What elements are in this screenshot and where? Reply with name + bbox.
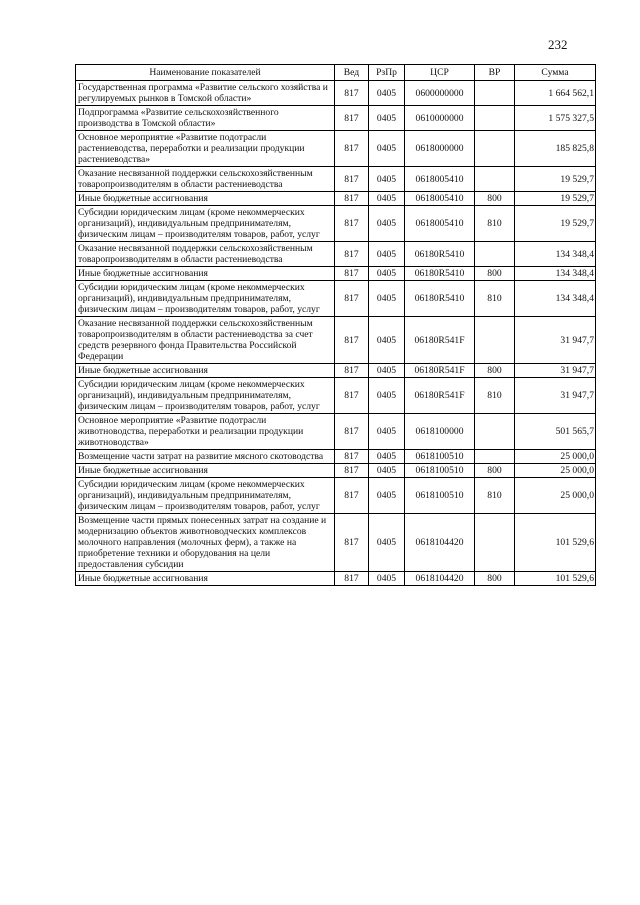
row-vr-cell: 810	[475, 206, 515, 242]
row-ved-cell: 817	[335, 317, 369, 364]
row-sum-cell: 1 575 327,5	[515, 106, 596, 131]
table-row	[76, 167, 596, 192]
row-csr-cell: 0618005410	[405, 206, 475, 242]
row-vr-cell	[475, 106, 515, 131]
row-rzpr-cell: 0405	[369, 378, 405, 414]
row-ved-cell: 817	[335, 364, 369, 378]
row-vr-cell: 800	[475, 572, 515, 586]
table-row	[76, 317, 596, 364]
row-ved-cell: 817	[335, 281, 369, 317]
row-vr-cell	[475, 167, 515, 192]
row-ved-cell: 817	[335, 450, 369, 464]
row-csr-cell: 0618005410	[405, 192, 475, 206]
row-csr-cell: 06180R5410	[405, 267, 475, 281]
row-name-cell: Иные бюджетные ассигнования	[76, 572, 335, 586]
row-vr-cell: 800	[475, 364, 515, 378]
row-rzpr-cell: 0405	[369, 572, 405, 586]
row-vr-cell	[475, 414, 515, 450]
row-name-cell: Иные бюджетные ассигнования	[76, 464, 335, 478]
row-name-cell: Подпрограмма «Развитие сельскохозяйственного производства в Томской области»	[76, 106, 335, 131]
table-row	[76, 131, 596, 167]
row-sum-cell: 25 000,0	[515, 464, 596, 478]
row-name-cell: Иные бюджетные ассигнования	[76, 364, 335, 378]
row-ved-cell: 817	[335, 131, 369, 167]
row-name-cell: Субсидии юридическим лицам (кроме некоммерческих организаций), индивидуальным предпринимателям, физическим лицам – производителям товаров, работ, услуг	[76, 478, 335, 514]
row-sum-cell: 19 529,7	[515, 167, 596, 192]
row-sum-cell: 185 825,8	[515, 131, 596, 167]
row-csr-cell: 0610000000	[405, 106, 475, 131]
row-vr-cell	[475, 514, 515, 572]
row-csr-cell: 0618100510	[405, 478, 475, 514]
row-name-cell: Основное мероприятие «Развитие подотрасли растениеводства, переработки и реализации продукции растениеводства»	[76, 131, 335, 167]
row-vr-cell: 810	[475, 478, 515, 514]
row-ved-cell: 817	[335, 106, 369, 131]
row-sum-cell: 101 529,6	[515, 514, 596, 572]
table-row	[76, 464, 596, 478]
row-rzpr-cell: 0405	[369, 106, 405, 131]
row-rzpr-cell: 0405	[369, 364, 405, 378]
row-vr-cell	[475, 131, 515, 167]
row-rzpr-cell: 0405	[369, 450, 405, 464]
table-header-row	[76, 65, 596, 81]
row-ved-cell: 817	[335, 267, 369, 281]
row-name-cell: Оказание несвязанной поддержки сельскохозяйственным товаропроизводителям в области растениеводства за счет средств резервного фонда Правительства Российской Федерации	[76, 317, 335, 364]
row-vr-cell: 800	[475, 464, 515, 478]
row-sum-cell: 31 947,7	[515, 364, 596, 378]
row-ved-cell: 817	[335, 192, 369, 206]
table-row	[76, 206, 596, 242]
row-sum-cell: 134 348,4	[515, 267, 596, 281]
row-vr-cell	[475, 317, 515, 364]
row-rzpr-cell: 0405	[369, 267, 405, 281]
row-csr-cell: 06180R541F	[405, 364, 475, 378]
budget-table	[75, 64, 596, 586]
row-csr-cell: 0618104420	[405, 514, 475, 572]
header-ved: Вед	[335, 65, 369, 81]
row-csr-cell: 0618104420	[405, 572, 475, 586]
row-sum-cell: 134 348,4	[515, 281, 596, 317]
row-name-cell: Основное мероприятие «Развитие подотрасли животноводства, переработки и реализации продукции животноводства»	[76, 414, 335, 450]
row-rzpr-cell: 0405	[369, 81, 405, 106]
row-rzpr-cell: 0405	[369, 514, 405, 572]
row-ved-cell: 817	[335, 378, 369, 414]
table-row	[76, 192, 596, 206]
row-vr-cell	[475, 242, 515, 267]
row-sum-cell: 25 000,0	[515, 478, 596, 514]
table-row	[76, 364, 596, 378]
row-csr-cell: 06180R5410	[405, 281, 475, 317]
page-number: 232	[548, 37, 568, 52]
row-rzpr-cell: 0405	[369, 478, 405, 514]
row-sum-cell: 19 529,7	[515, 192, 596, 206]
table-row	[76, 81, 596, 106]
row-rzpr-cell: 0405	[369, 317, 405, 364]
header-name: Наименование показателей	[76, 65, 335, 81]
row-name-cell: Возмещение части прямых понесенных затрат на создание и модернизацию объектов животноводческих комплексов молочного направления (молочных ферм), а также на приобретение техники и оборудования на цели предоставления субсидии	[76, 514, 335, 572]
header-csr: ЦСР	[405, 65, 475, 81]
row-rzpr-cell: 0405	[369, 414, 405, 450]
row-ved-cell: 817	[335, 478, 369, 514]
row-name-cell: Оказание несвязанной поддержки сельскохозяйственным товаропроизводителям в области растениеводства	[76, 167, 335, 192]
row-ved-cell: 817	[335, 572, 369, 586]
row-csr-cell: 0618005410	[405, 167, 475, 192]
row-vr-cell	[475, 450, 515, 464]
table-row	[76, 267, 596, 281]
table-row	[76, 242, 596, 267]
row-name-cell: Субсидии юридическим лицам (кроме некоммерческих организаций), индивидуальным предпринимателям, физическим лицам – производителям товаров, работ, услуг	[76, 206, 335, 242]
row-csr-cell: 0600000000	[405, 81, 475, 106]
row-csr-cell: 0618100000	[405, 414, 475, 450]
row-csr-cell: 0618100510	[405, 450, 475, 464]
row-vr-cell	[475, 81, 515, 106]
table-row	[76, 572, 596, 586]
row-sum-cell: 31 947,7	[515, 317, 596, 364]
row-name-cell: Иные бюджетные ассигнования	[76, 267, 335, 281]
row-name-cell: Государственная программа «Развитие сельского хозяйства и регулируемых рынков в Томской области»	[76, 81, 335, 106]
row-ved-cell: 817	[335, 414, 369, 450]
row-rzpr-cell: 0405	[369, 464, 405, 478]
row-vr-cell: 810	[475, 378, 515, 414]
table-row	[76, 281, 596, 317]
table-row	[76, 106, 596, 131]
table-row	[76, 378, 596, 414]
row-csr-cell: 06180R541F	[405, 378, 475, 414]
row-name-cell: Иные бюджетные ассигнования	[76, 192, 335, 206]
table-row	[76, 514, 596, 572]
row-rzpr-cell: 0405	[369, 206, 405, 242]
row-ved-cell: 817	[335, 167, 369, 192]
row-name-cell: Оказание несвязанной поддержки сельскохозяйственным товаропроизводителям в области растениеводства	[76, 242, 335, 267]
table-row	[76, 450, 596, 464]
header-rzpr: РзПр	[369, 65, 405, 81]
row-vr-cell: 810	[475, 281, 515, 317]
row-name-cell: Возмещение части затрат на развитие мясного скотоводства	[76, 450, 335, 464]
row-sum-cell: 25 000,0	[515, 450, 596, 464]
row-vr-cell: 800	[475, 267, 515, 281]
row-csr-cell: 06180R541F	[405, 317, 475, 364]
row-sum-cell: 1 664 562,1	[515, 81, 596, 106]
row-name-cell: Субсидии юридическим лицам (кроме некоммерческих организаций), индивидуальным предпринимателям, физическим лицам – производителям товаров, работ, услуг	[76, 281, 335, 317]
row-rzpr-cell: 0405	[369, 242, 405, 267]
row-ved-cell: 817	[335, 464, 369, 478]
row-rzpr-cell: 0405	[369, 192, 405, 206]
table-row	[76, 414, 596, 450]
row-sum-cell: 19 529,7	[515, 206, 596, 242]
row-ved-cell: 817	[335, 514, 369, 572]
row-sum-cell: 501 565,7	[515, 414, 596, 450]
row-sum-cell: 134 348,4	[515, 242, 596, 267]
row-rzpr-cell: 0405	[369, 281, 405, 317]
header-sum: Сумма	[515, 65, 596, 81]
header-vr: ВР	[475, 65, 515, 81]
row-rzpr-cell: 0405	[369, 167, 405, 192]
table-row	[76, 478, 596, 514]
row-vr-cell: 800	[475, 192, 515, 206]
row-ved-cell: 817	[335, 206, 369, 242]
row-csr-cell: 06180R5410	[405, 242, 475, 267]
row-rzpr-cell: 0405	[369, 131, 405, 167]
row-sum-cell: 101 529,6	[515, 572, 596, 586]
row-ved-cell: 817	[335, 81, 369, 106]
row-sum-cell: 31 947,7	[515, 378, 596, 414]
row-csr-cell: 0618100510	[405, 464, 475, 478]
row-name-cell: Субсидии юридическим лицам (кроме некоммерческих организаций), индивидуальным предпринимателям, физическим лицам – производителям товаров, работ, услуг	[76, 378, 335, 414]
row-ved-cell: 817	[335, 242, 369, 267]
row-csr-cell: 0618000000	[405, 131, 475, 167]
